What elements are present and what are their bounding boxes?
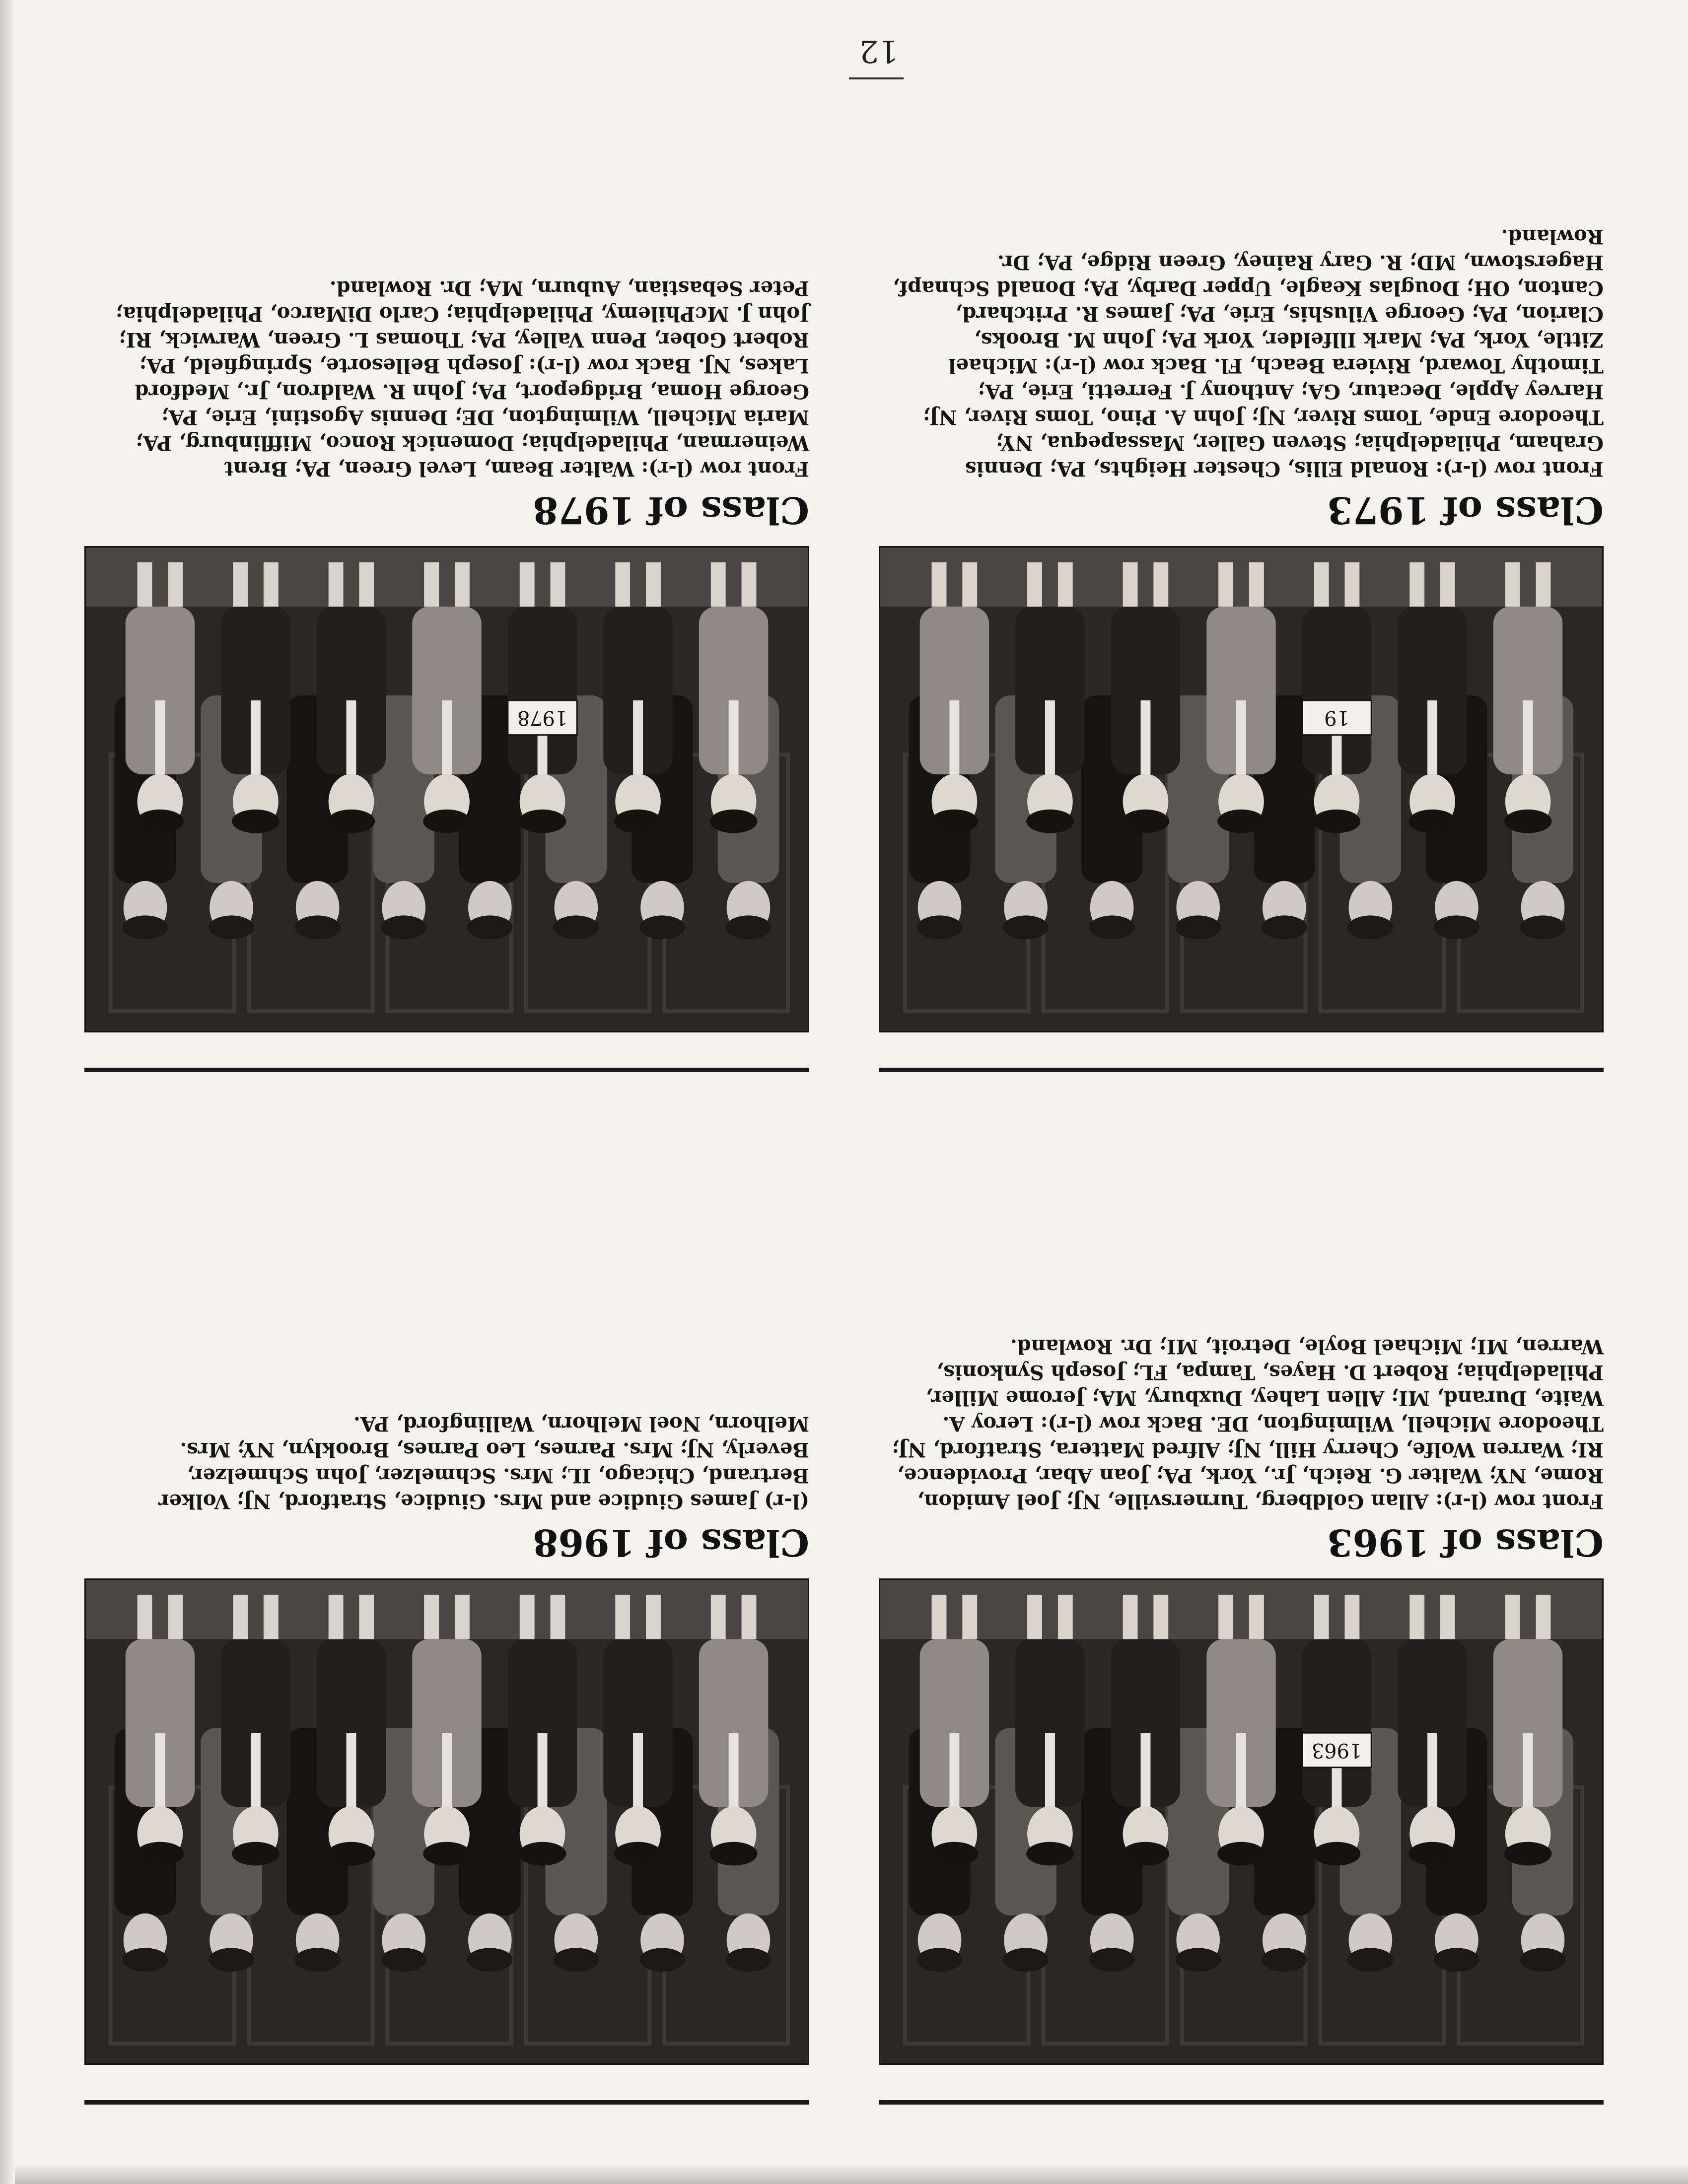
- person-hair: [1504, 810, 1552, 833]
- person-hair: [1408, 1842, 1456, 1866]
- person-hair: [467, 915, 513, 939]
- group-photo-image: [880, 547, 1602, 1031]
- person-hair: [931, 810, 979, 833]
- person-leg: [962, 1595, 977, 1639]
- person-leg: [359, 1595, 374, 1639]
- person-leg: [646, 1595, 661, 1639]
- person-shirt: [1236, 700, 1246, 774]
- person-leg: [1027, 562, 1042, 607]
- person-hair: [1003, 915, 1049, 939]
- person-leg: [1153, 1595, 1168, 1639]
- person-hair: [467, 1948, 513, 1972]
- person-shirt: [155, 700, 165, 774]
- person-leg: [932, 562, 947, 607]
- person-hair: [1520, 1948, 1566, 1972]
- person-leg: [1218, 562, 1233, 607]
- person-hair: [1089, 915, 1135, 939]
- person-hair: [639, 915, 685, 939]
- person-leg: [742, 1595, 757, 1639]
- section-heading: Class of 1968: [533, 1521, 809, 1564]
- person-leg: [1249, 1595, 1264, 1639]
- person-leg: [233, 1595, 248, 1639]
- person-hair: [1175, 1948, 1221, 1972]
- person-leg: [329, 562, 344, 607]
- person-hair: [328, 1842, 375, 1866]
- section-caption: Front row (l-r): Walter Beam, Level Green, PA; Brent Weinerman, Philadelphia; Domenick Ronco, Mifflinburg, PA; Maria Michell, Wilmington, DE; Dennis Agostini, Erie, PA; George Homa, Bridgeport, PA; John R. Waldron, Jr., Medford Lakes, NJ. Back row (l-r): Joseph Bellesorte, Springfield, PA; Robert Gober, Penn Valley, PA; Thomas L. Green, Warwick, RI; John J. McPhilemy, Philadelphia; Carlo DiMarco, Philadelphia; Peter Sebastian, Auburn, MA; Dr. Rowland.: [115, 276, 809, 480]
- person-leg: [233, 562, 248, 607]
- person-shirt: [1523, 1733, 1533, 1807]
- person-leg: [962, 562, 977, 607]
- person-shirt: [633, 700, 643, 774]
- person-shirt: [949, 1733, 959, 1807]
- person-hair: [1313, 810, 1361, 833]
- class-year-sign-text: 1978: [517, 706, 568, 729]
- person-leg: [359, 562, 374, 607]
- person-hair: [381, 915, 426, 939]
- section-heading: Class of 1963: [1327, 1521, 1604, 1564]
- section-rule: [879, 1068, 1604, 1072]
- person-shirt: [1427, 700, 1437, 774]
- section-caption: Front row (l-r): Allan Goldberg, Turnersville, NJ; Joel Amidon, Rome, NY; Walter G. Reich, Jr., York, PA; Joan Abar, Providence, RI; Warren Wolfe, Cherry Hill, NJ; Alfred Mattera, Stratford, NJ; Theodore Michell, Wilmington, DE. Back row (l-r): Leroy A. Waite, Durand, MI; Allen Lahey, Duxbury, MA; Jerome Miller, Philadelphia; Robert D. Hayes, Tampa, FL; Joseph Synkonis, Warren, MI; Michael Boyle, Detroit, MI; Dr. Rowland.: [892, 1335, 1604, 1513]
- photo-floor: [86, 1580, 808, 1639]
- person-leg: [1058, 562, 1073, 607]
- person-leg: [646, 562, 661, 607]
- person-hair: [931, 1842, 979, 1866]
- person-shirt: [442, 700, 452, 774]
- class-photo: [879, 546, 1604, 1032]
- person-leg: [1153, 562, 1168, 607]
- person-hair: [232, 810, 280, 833]
- person-shirt: [633, 1733, 643, 1807]
- section-heading: Class of 1978: [533, 488, 809, 531]
- person-leg: [1123, 562, 1138, 607]
- person-hair: [209, 1948, 254, 1972]
- person-hair: [123, 1948, 168, 1972]
- person-hair: [614, 1842, 662, 1866]
- person-hair: [1026, 810, 1074, 833]
- person-hair: [554, 1948, 599, 1972]
- person-hair: [519, 1842, 566, 1866]
- person-hair: [1313, 1842, 1361, 1866]
- person-hair: [1408, 810, 1456, 833]
- person-hair: [1089, 1948, 1135, 1972]
- person-leg: [1314, 562, 1329, 607]
- person-hair: [710, 810, 758, 833]
- person-hair: [917, 915, 963, 939]
- person-hair: [423, 1842, 471, 1866]
- group-photo-image: [86, 1580, 808, 2063]
- class-year-sign-text: 1963: [1311, 1738, 1362, 1762]
- person-leg: [168, 1595, 183, 1639]
- person-leg: [1123, 1595, 1138, 1639]
- class-year-sign-text: 19: [1324, 706, 1349, 729]
- class-1973-section: [879, 225, 1604, 1072]
- person-shirt: [1427, 1733, 1437, 1807]
- photo-floor: [86, 547, 808, 607]
- page-number: 12: [859, 33, 899, 69]
- person-hair: [639, 1948, 685, 1972]
- person-shirt: [1141, 1733, 1151, 1807]
- person-hair: [295, 1948, 341, 1972]
- person-leg: [329, 1595, 344, 1639]
- person-shirt: [949, 700, 959, 774]
- person-hair: [209, 915, 254, 939]
- person-leg: [742, 562, 757, 607]
- person-leg: [264, 562, 279, 607]
- photo-floor: [880, 1580, 1602, 1639]
- person-shirt: [1523, 700, 1533, 774]
- person-leg: [455, 562, 470, 607]
- person-leg: [1409, 562, 1424, 607]
- person-hair: [123, 915, 168, 939]
- person-hair: [137, 1842, 184, 1866]
- person-shirt: [1141, 700, 1151, 774]
- person-hair: [917, 1948, 963, 1972]
- person-hair: [295, 915, 341, 939]
- person-hair: [726, 1948, 772, 1972]
- person-hair: [1262, 1948, 1307, 1972]
- person-leg: [424, 562, 439, 607]
- person-leg: [138, 1595, 152, 1639]
- person-leg: [1218, 1595, 1233, 1639]
- section-rule: [84, 2100, 809, 2105]
- person-leg: [1058, 1595, 1073, 1639]
- class-1963-section: [879, 1335, 1604, 2105]
- person-leg: [1344, 1595, 1359, 1639]
- page-binding-shadow: [0, 2164, 1688, 2184]
- person-hair: [1026, 1842, 1074, 1866]
- class-1968-section: [84, 1385, 809, 2105]
- person-hair: [614, 810, 662, 833]
- person-leg: [1027, 1595, 1042, 1639]
- person-shirt: [347, 700, 356, 774]
- person-leg: [1249, 562, 1264, 607]
- person-hair: [1348, 1948, 1394, 1972]
- person-leg: [615, 1595, 630, 1639]
- person-shirt: [1045, 1733, 1055, 1807]
- person-hair: [1262, 915, 1307, 939]
- person-leg: [1344, 562, 1359, 607]
- section-heading: Class of 1973: [1327, 488, 1604, 531]
- person-leg: [550, 562, 565, 607]
- page-edge-shadow: [0, 0, 15, 2184]
- class-1978-section: [84, 278, 809, 1072]
- person-leg: [550, 1595, 565, 1639]
- person-hair: [726, 915, 772, 939]
- page-number-rule: [849, 77, 904, 79]
- person-leg: [1314, 1595, 1329, 1639]
- person-hair: [554, 915, 599, 939]
- person-leg: [168, 562, 183, 607]
- group-photo-image: [86, 547, 808, 1031]
- person-leg: [455, 1595, 470, 1639]
- person-shirt: [347, 1733, 356, 1807]
- person-shirt: [251, 1733, 261, 1807]
- person-hair: [519, 810, 566, 833]
- person-hair: [328, 810, 375, 833]
- person-leg: [932, 1595, 947, 1639]
- class-photo: [84, 546, 809, 1032]
- group-photo-image: [880, 1580, 1602, 2063]
- person-shirt: [1045, 700, 1055, 774]
- person-hair: [1175, 915, 1221, 939]
- person-leg: [1505, 1595, 1520, 1639]
- person-hair: [423, 810, 471, 833]
- person-hair: [232, 1842, 280, 1866]
- person-shirt: [538, 1733, 548, 1807]
- person-shirt: [155, 1733, 165, 1807]
- section-rule: [879, 2100, 1604, 2105]
- person-leg: [520, 562, 535, 607]
- person-hair: [710, 1842, 758, 1866]
- person-leg: [1440, 1595, 1455, 1639]
- person-hair: [1434, 915, 1479, 939]
- person-hair: [1504, 1842, 1552, 1866]
- person-leg: [1536, 1595, 1551, 1639]
- person-leg: [711, 1595, 726, 1639]
- person-hair: [137, 810, 184, 833]
- person-hair: [1217, 810, 1265, 833]
- person-leg: [1505, 562, 1520, 607]
- person-shirt: [251, 700, 261, 774]
- person-leg: [1440, 562, 1455, 607]
- person-hair: [1434, 1948, 1479, 1972]
- section-caption: (l-r) James Giudice and Mrs. Giudice, Stratford, NJ; Volker Bertrand, Chicago, IL; Mrs. Schmelzer, John Schmelzer, Beverly, NJ; Mrs. Parnes, Leo Parnes, Brooklyn, NY; Mrs. Melhorn, Noel Melhorn, Wallingford, PA.: [158, 1412, 809, 1513]
- person-shirt: [729, 700, 739, 774]
- section-rule: [84, 1068, 809, 1072]
- person-shirt: [442, 1733, 452, 1807]
- class-photo: [84, 1578, 809, 2065]
- section-caption: Front row (l-r): Ronald Ellis, Chester Heights, PA; Dennis Graham, Philadelphia; Steven Galler, Massapequa, NY; Theodore Ende, Toms River, NJ; John A. Pino, Toms River, NJ; Harvey Apple, Decatur, GA; Anthony J. Ferretti, Erie, PA; Timothy Toward, Riviera Beach, Fl. Back row (l-r): Michael Zittle, York, PA; Mark Illfelder, York PA; John M. Brooks, Clarion, PA; George Vilushis, Erie, PA; James R. Pritchard, Canton, OH; Douglas Keagle, Upper Darby, PA; Donald Schnapf, Hagerstown, MD; R. Gary Rainey, Green Ridge, PA; Dr. Rowland.: [892, 225, 1604, 480]
- person-hair: [1003, 1948, 1049, 1972]
- person-hair: [1122, 1842, 1170, 1866]
- person-hair: [1520, 915, 1566, 939]
- photo-floor: [880, 547, 1602, 607]
- person-leg: [520, 1595, 535, 1639]
- person-hair: [381, 1948, 426, 1972]
- person-leg: [264, 1595, 279, 1639]
- person-leg: [1536, 562, 1551, 607]
- class-photo: [879, 1578, 1604, 2065]
- person-leg: [615, 562, 630, 607]
- person-hair: [1122, 810, 1170, 833]
- person-leg: [1409, 1595, 1424, 1639]
- person-leg: [138, 562, 152, 607]
- person-leg: [424, 1595, 439, 1639]
- person-hair: [1348, 915, 1394, 939]
- person-shirt: [729, 1733, 739, 1807]
- person-hair: [1217, 1842, 1265, 1866]
- person-leg: [711, 562, 726, 607]
- person-shirt: [1236, 1733, 1246, 1807]
